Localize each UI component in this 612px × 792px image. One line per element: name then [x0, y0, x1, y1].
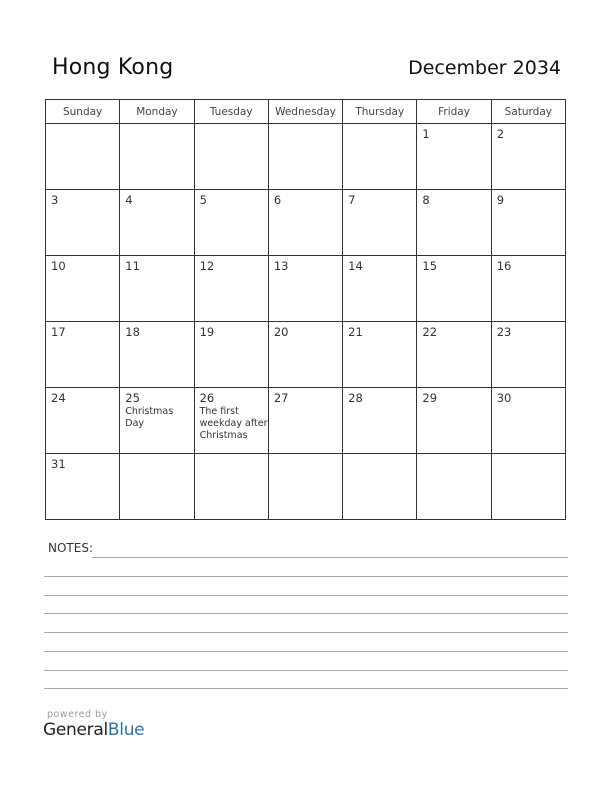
weekday-header: Saturday: [491, 100, 565, 124]
notes-line: [44, 632, 568, 633]
day-cell: [268, 190, 342, 256]
notes-line: [44, 595, 568, 596]
day-cell: [46, 388, 120, 454]
day-number: 8: [422, 193, 430, 207]
empty-day-cell: [417, 454, 491, 520]
empty-day-cell: [194, 124, 268, 190]
day-number: 19: [199, 325, 215, 339]
notes-line: [44, 576, 568, 577]
empty-day-cell: [120, 124, 194, 190]
day-cell: [343, 322, 417, 388]
day-number: 7: [348, 193, 356, 207]
week-row: [46, 124, 566, 190]
day-cell: [46, 256, 120, 322]
day-number: 25: [125, 391, 140, 405]
notes-line: [44, 651, 568, 652]
day-number: 15: [422, 259, 438, 273]
day-cell: [343, 388, 417, 454]
day-number: [417, 454, 490, 457]
day-number: 24: [51, 391, 66, 405]
day-number: 31: [51, 457, 66, 471]
day-cell: [46, 322, 120, 388]
day-number: 18: [125, 325, 140, 339]
calendar-month-title: December 2034: [408, 57, 561, 79]
day-number: 17: [51, 325, 66, 339]
day-cell: [46, 190, 120, 256]
empty-day-cell: [194, 454, 268, 520]
day-cell: [268, 322, 342, 388]
empty-day-cell: [343, 454, 417, 520]
day-number: 11: [125, 259, 140, 273]
day-cell: [417, 124, 491, 190]
week-row: [46, 454, 566, 520]
day-number: [120, 454, 193, 457]
weekday-header: Friday: [417, 100, 491, 124]
day-number: 20: [273, 325, 289, 339]
day-cell: [417, 322, 491, 388]
day-number: 5: [199, 193, 207, 207]
day-number: [195, 454, 268, 457]
week-row: [46, 388, 566, 454]
day-number: [492, 454, 565, 457]
day-number: 28: [348, 391, 363, 405]
calendar-grid: [45, 99, 566, 520]
weekday-header: Tuesday: [194, 100, 268, 124]
weekday-header: Wednesday: [268, 100, 342, 124]
holiday-label: Christmas Day: [125, 406, 174, 429]
day-number: 22: [422, 325, 438, 339]
day-number: [269, 454, 342, 457]
calendar-country-title: Hong Kong: [52, 55, 174, 80]
day-number: 6: [273, 193, 282, 207]
day-cell: [343, 190, 417, 256]
week-row: [46, 256, 566, 322]
day-cell: [491, 388, 565, 454]
day-cell: [268, 388, 342, 454]
empty-day-cell: [268, 454, 342, 520]
empty-day-cell: [46, 124, 120, 190]
day-number: 21: [348, 325, 363, 339]
day-number: 2: [496, 127, 505, 141]
empty-day-cell: [120, 454, 194, 520]
day-number: 14: [348, 259, 363, 273]
day-cell: [120, 256, 194, 322]
weekday-header: Monday: [120, 100, 194, 124]
day-number: 16: [496, 259, 512, 273]
day-number: [343, 454, 416, 457]
day-cell: [417, 388, 491, 454]
weekday-header: Thursday: [343, 100, 417, 124]
generalblue-logo[interactable]: [43, 720, 144, 740]
day-number: [120, 124, 193, 127]
day-cell: [120, 322, 194, 388]
day-cell: [491, 322, 565, 388]
day-number: [343, 124, 416, 127]
notes-line: [92, 557, 568, 558]
day-number: 29: [422, 391, 438, 405]
notes-line: [44, 670, 568, 671]
notes-line: [44, 688, 568, 689]
day-number: 10: [51, 259, 66, 273]
week-row: [46, 322, 566, 388]
day-number: [46, 124, 119, 127]
day-number: [269, 124, 342, 127]
day-cell: [194, 322, 268, 388]
day-cell: [120, 388, 194, 454]
day-number: 9: [496, 193, 505, 207]
week-row: [46, 190, 566, 256]
day-cell: [268, 256, 342, 322]
empty-day-cell: [268, 124, 342, 190]
logo-general-text: General: [43, 720, 108, 740]
holiday-label: The first weekday after Christmas: [199, 406, 268, 441]
day-cell: [343, 256, 417, 322]
day-number: 12: [199, 259, 215, 273]
day-cell: [120, 190, 194, 256]
day-cell: [417, 190, 491, 256]
notes-label: NOTES:: [48, 541, 93, 555]
day-number: 13: [273, 259, 289, 273]
empty-day-cell: [343, 124, 417, 190]
day-cell: [194, 388, 268, 454]
day-number: 3: [51, 193, 59, 207]
day-cell: [491, 190, 565, 256]
logo-blue-text: Blue: [107, 720, 145, 740]
day-cell: [417, 256, 491, 322]
notes-line: [44, 613, 568, 614]
powered-by-text: powered by: [47, 709, 108, 720]
day-cell: [491, 124, 565, 190]
day-number: 1: [422, 127, 430, 141]
day-cell: [194, 256, 268, 322]
day-number: 26: [199, 391, 215, 405]
empty-day-cell: [491, 454, 565, 520]
weekday-header-row: [46, 100, 566, 124]
day-cell: [491, 256, 565, 322]
weekday-header: Sunday: [46, 100, 120, 124]
day-cell: [194, 190, 268, 256]
day-number: [195, 124, 268, 127]
day-number: 23: [496, 325, 512, 339]
day-cell: [46, 454, 120, 520]
day-number: 27: [273, 391, 289, 405]
day-number: 30: [496, 391, 512, 405]
day-number: 4: [125, 193, 133, 207]
